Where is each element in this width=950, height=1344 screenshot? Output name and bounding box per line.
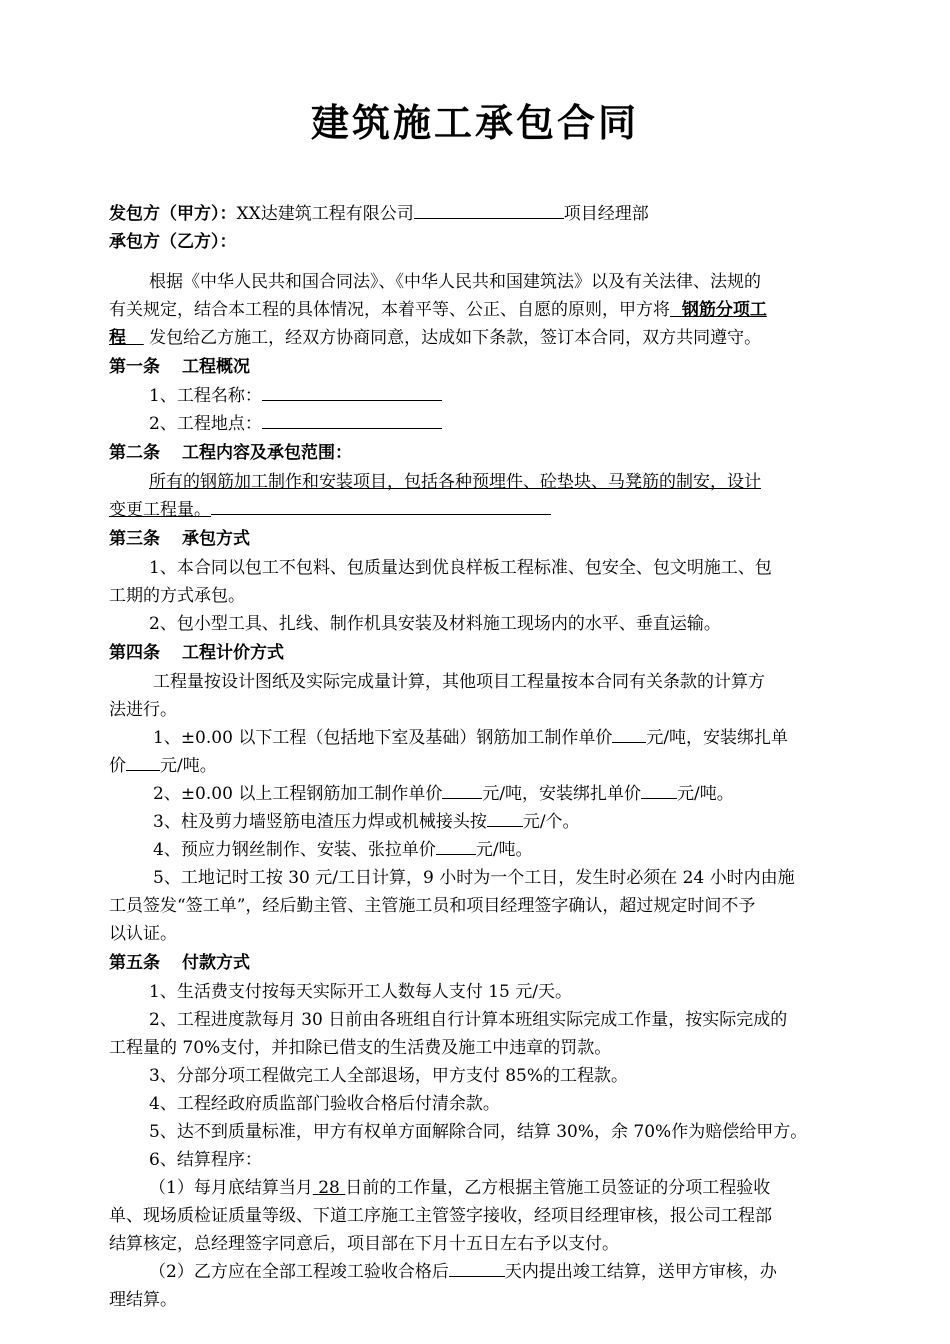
payment-item-4: 4、工程经政府质监部门验收合格后付清余款。 <box>149 1094 500 1114</box>
project-name-underlined: 钢筋分项工 <box>681 300 767 320</box>
article-5-heading: 第五条 付款方式 <box>109 953 250 973</box>
scope-blank <box>211 496 551 515</box>
party-a-line <box>109 200 859 228</box>
intro-line-1: 根据《中华人民共和国合同法》、《中华人民共和国建筑法》以及有关法律、法规的 <box>149 272 761 292</box>
settlement-step-2-line-2: 理结算。 <box>109 1290 177 1310</box>
pricing-item-4: 4、预应力钢丝制作、安装、张拉单价 元/吨。 <box>109 836 859 864</box>
pricing-item-3: 3、柱及剪力墙竖筋电渣压力焊或机械接头按 元/个。 <box>109 808 859 836</box>
contract-body <box>109 200 859 1314</box>
article-4-heading: 第四条 工程计价方式 <box>109 643 284 663</box>
scope-line-1: 所有的钢筋加工制作和安装项目，包括各种预埋件、砼垫块、马凳筋的制安，设计 <box>149 472 761 492</box>
pricing-item-1: 1、±0.00 以下工程（包括地下室及基础）钢筋加工制作单价 元/吨，安装绑扎单 <box>109 724 859 752</box>
party-a-blank <box>414 200 564 219</box>
payment-item-6: 6、结算程序： <box>149 1150 262 1170</box>
settlement-step-1-line-3: 结算核定，总经理签字同意后，项目部在下月十五日左右予以支付。 <box>109 1234 619 1254</box>
party-a-suffix: 项目经理部 <box>563 204 649 224</box>
settlement-step-1: （1）每月底结算当月 28 日前的工作量，乙方根据主管施工员签证的分项工程验收 <box>149 1178 771 1198</box>
project-name-underlined-cont: 程 <box>109 328 126 348</box>
pricing-item-5-line-3: 以认证。 <box>109 924 177 944</box>
party-a-value: XX达建筑工程有限公司 <box>236 204 414 224</box>
pricing-intro-line-2: 法进行。 <box>109 700 177 720</box>
party-b-line <box>109 228 859 256</box>
project-name-item: 1、工程名称： <box>109 382 859 410</box>
document-title: 建筑施工承包合同 <box>310 100 639 145</box>
project-location-blank <box>262 410 442 429</box>
method-line-3: 2、包小型工具、扎线、制作机具安装及材料施工现场内的水平、垂直运输。 <box>149 614 721 634</box>
settlement-step-2: （2）乙方应在全部工程竣工验收合格后 天内提出竣工结算，送甲方审核，办 <box>109 1258 859 1286</box>
scope-line-2: 变更工程量。 <box>109 496 859 524</box>
party-b-label: 承包方（乙方）： <box>109 232 237 252</box>
project-name-blank <box>262 382 442 401</box>
party-a-label: 发包方（甲方）： <box>109 204 237 224</box>
payment-item-1: 1、生活费支付按每天实际开工人数每人支付 15 元/天。 <box>149 982 572 1002</box>
intro-paragraph <box>109 268 859 352</box>
pricing-item-5-line-1: 5、工地记时工按 30 元/工日计算，9 小时为一个工日，发生时必须在 24 小时内由施 <box>153 868 795 888</box>
intro-line-3: 程 发包给乙方施工，经双方协商同意，达成如下条款，签订本合同，双方共同遵守。 <box>109 328 762 348</box>
payment-item-3: 3、分部分项工程做完工人全部退场，甲方支付 85%的工程款。 <box>149 1066 629 1086</box>
payment-item-2-line-2: 工程量的 70%支付，并扣除已借支的生活费及施工中违章的罚款。 <box>109 1038 612 1058</box>
pricing-item-2: 2、±0.00 以上工程钢筋加工制作单价 元/吨，安装绑扎单价 元/吨。 <box>109 780 859 808</box>
pricing-intro-line-1: 工程量按设计图纸及实际完成量计算，其他项目工程量按本合同有关条款的计算方 <box>153 672 765 692</box>
payment-item-2-line-1: 2、工程进度款每月 30 日前由各班组自行计算本班组实际完成工作量，按实际完成的 <box>149 1010 788 1030</box>
method-line-1: 1、本合同以包工不包料、包质量达到优良样板工程标准、包安全、包文明施工、包 <box>149 558 772 578</box>
settlement-step-1-line-2: 单、现场质检证质量等级、下道工序施工主管签字接收，经项目经理审核，报公司工程部 <box>109 1206 772 1226</box>
settlement-day: 28 <box>318 1178 340 1198</box>
intro-line-2: 有关规定，结合本工程的具体情况，本着平等、公正、自愿的原则，甲方将 钢筋分项工 <box>109 300 767 320</box>
project-location-item: 2、工程地点： <box>109 410 859 438</box>
pricing-item-5-line-2: 工员签发“签工单”，经后勤主管、主管施工员和项目经理签字确认，超过规定时间不予 <box>109 896 756 916</box>
method-line-2: 工期的方式承包。 <box>109 586 245 606</box>
payment-item-5: 5、达不到质量标准，甲方有权单方面解除合同，结算 30%，余 70%作为赔偿给甲方。 <box>149 1122 808 1142</box>
article-1-heading: 第一条 工程概况 <box>109 357 250 377</box>
article-2-heading: 第二条 工程内容及承包范围： <box>109 443 352 463</box>
article-3-heading: 第三条 承包方式 <box>109 529 250 549</box>
pricing-item-1-cont: 价 元/吨。 <box>109 752 859 780</box>
